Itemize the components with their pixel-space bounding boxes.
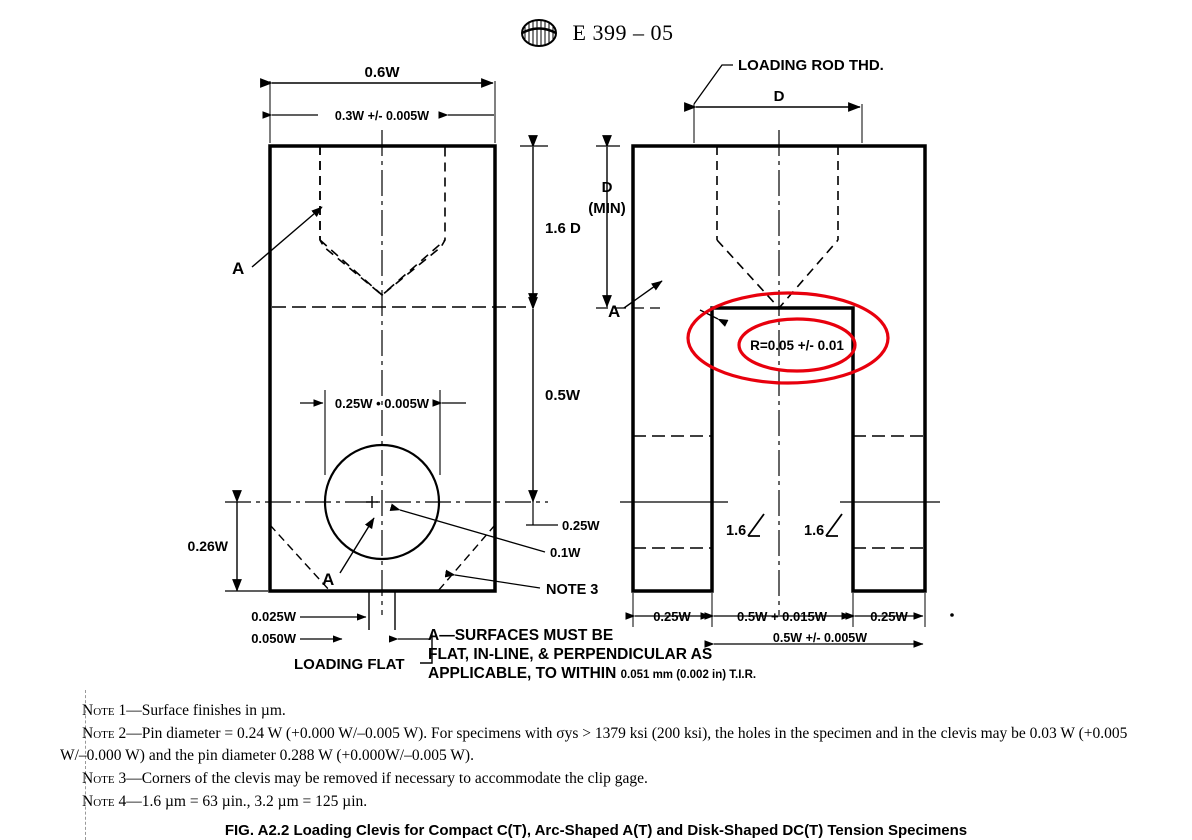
dim-0-1w: 0.1W [550, 545, 581, 560]
figure-drawing [0, 55, 1192, 700]
surface-note-line3: APPLICABLE, TO WITHIN 0.051 mm (0.002 in) T.I.R. [428, 665, 757, 682]
note-4-label: Note 4 [82, 793, 127, 810]
note-2-text: —Pin diameter = 0.24 W (+0.000 W/–0.005 W). For specimens with σys > 1379 ksi (200 ksi), the holes in the specimen and in the clevis may be 0.03 W (+0.005 W/–0.000 W) and the pin diameter 0.288 W (+0.000W/–0.005 W). [60, 725, 1128, 764]
note-4-text: —1.6 µm = 63 µin., 3.2 µm = 125 µin. [126, 793, 368, 810]
dim-right-right-leg: 0.25W [870, 609, 908, 624]
label-a-bottom: A [322, 570, 335, 589]
note-3-text: —Corners of the clevis may be removed if necessary to accommodate the clip gage. [126, 770, 648, 787]
label-loading-flat: LOADING FLAT [294, 656, 405, 673]
dim-d-top: D [773, 88, 785, 105]
surface-note-line1: A—SURFACES MUST BE [428, 627, 614, 644]
dim-0-5w: 0.5W [545, 387, 581, 404]
standard-designation: E 399 – 05 [572, 20, 674, 45]
left-corner-chamfer-left [270, 525, 330, 591]
callout-corner-radius: R=0.05 +/- 0.01 [750, 338, 844, 353]
label-a-top: A [232, 259, 245, 278]
dim-right-bottom-total: 0.5W +/- 0.005W [772, 631, 868, 645]
dim-d-min-line2: (MIN) [588, 200, 626, 217]
label-a-right: A [608, 302, 621, 321]
dim-0-6w: 0.6W [364, 64, 400, 81]
dim-0-025w: 0.025W [251, 609, 296, 624]
note-2 [60, 723, 1150, 767]
dim-d-min-line1: D [601, 179, 613, 196]
note-3-label: Note 3 [82, 770, 127, 787]
dim-right-0-25w: 0.25W [562, 518, 600, 533]
finish-symbol-right-icon [826, 514, 842, 536]
dim-right-left-leg: 0.25W [653, 609, 691, 624]
surface-note-line2: FLAT, IN-LINE, & PERPENDICULAR AS [428, 646, 713, 663]
dim-right-gap: 0.5W + 0.015W [737, 609, 827, 624]
page-header [0, 18, 1192, 48]
label-loading-rod-thd: LOADING ROD THD. [738, 57, 884, 74]
dim-1-6d: 1.6 D [545, 220, 581, 237]
note-2-label: Note 2 [82, 725, 127, 742]
finish-symbol-left-icon [748, 514, 764, 536]
note-1-text: —Surface finishes in µm. [126, 702, 286, 719]
figure-caption: FIG. A2.2 Loading Clevis for Compact C(T), Arc-Shaped A(T) and Disk-Shaped DC(T) Tension Specimens [224, 822, 968, 839]
note-4 [60, 791, 1150, 813]
dim-0-25w-hole: 0.25W • 0.005W [334, 396, 430, 411]
note-1 [60, 700, 1150, 722]
finish-symbol-right-value: 1.6 [804, 523, 825, 539]
dim-0-050w: 0.050W [251, 631, 296, 646]
callout-note3: NOTE 3 [546, 582, 599, 598]
note-1-label: Note 1 [82, 702, 127, 719]
note-3 [60, 768, 1150, 790]
finish-symbol-left-value: 1.6 [726, 523, 747, 539]
dim-0-3w: 0.3W +/- 0.005W [334, 109, 430, 123]
dim-0-26w: 0.26W [187, 538, 228, 554]
astm-logo-icon [519, 18, 559, 48]
figure-notes [60, 700, 1150, 814]
